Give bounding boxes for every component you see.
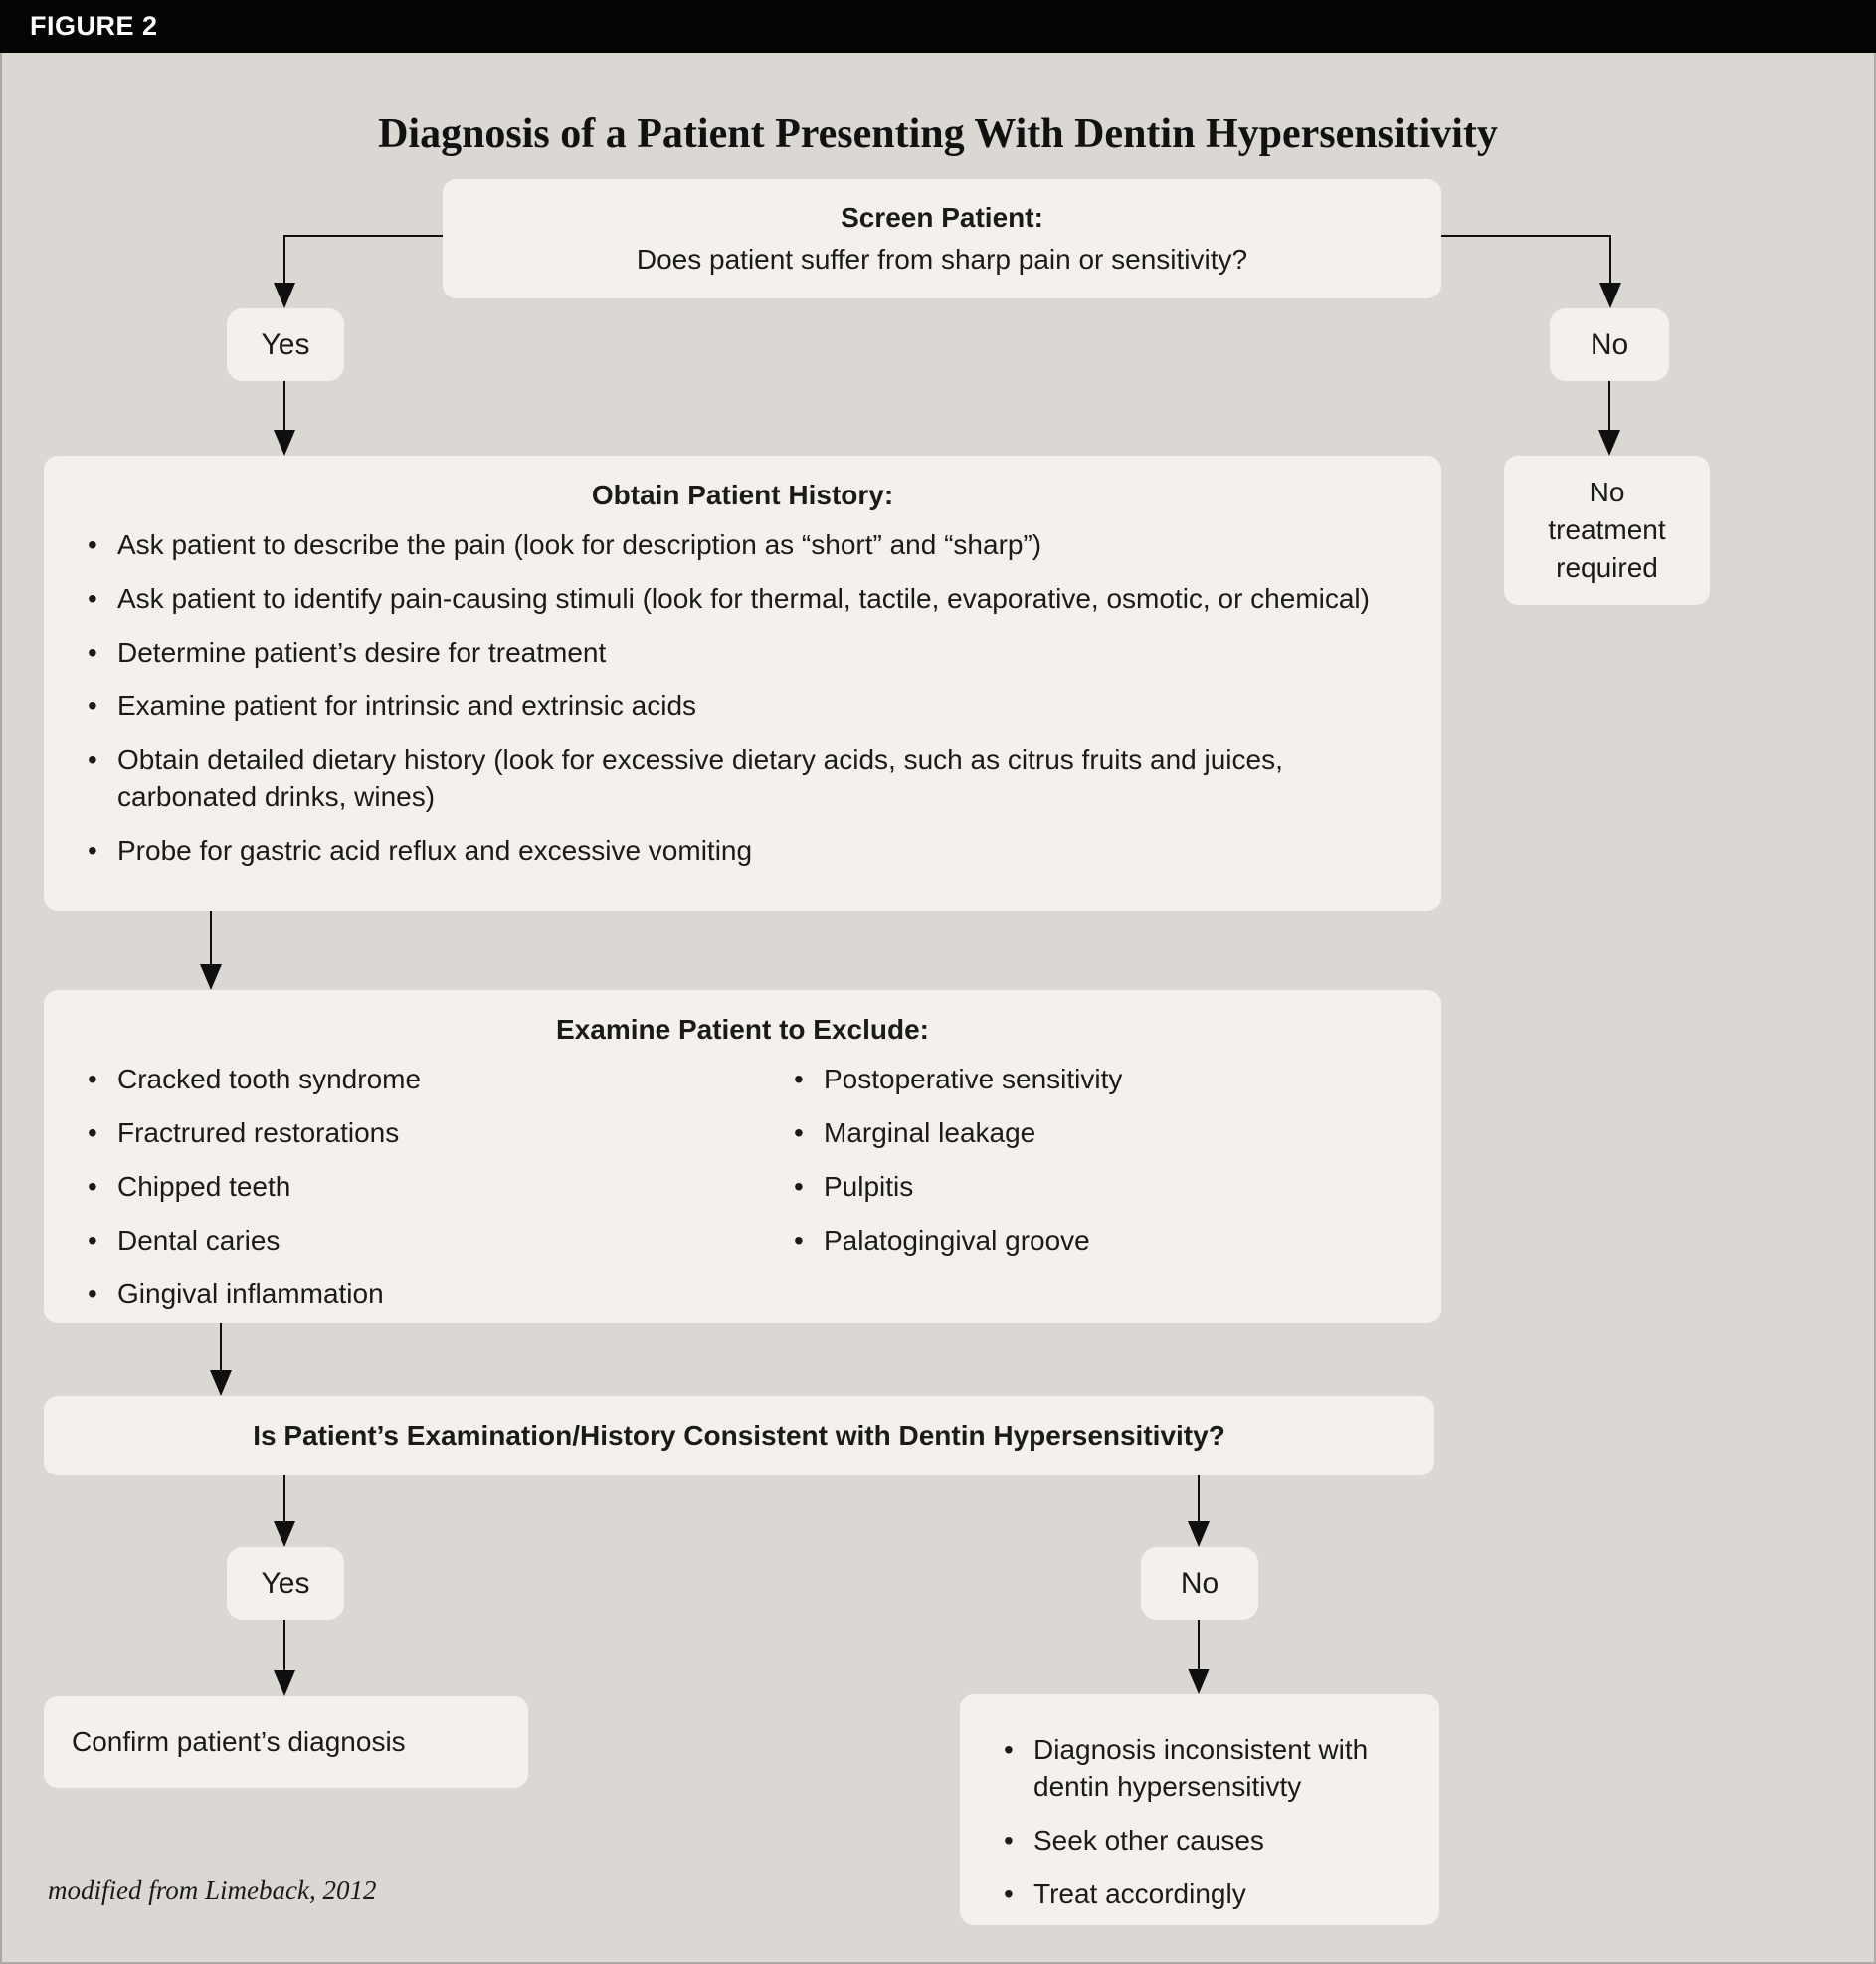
connector-screen-no-vertical — [1609, 235, 1611, 283]
arrowhead-to-outcome-icon — [1188, 1669, 1210, 1694]
node-no-2 — [1141, 1547, 1258, 1620]
history-list — [78, 527, 1407, 870]
arrowhead-to-question-icon — [210, 1370, 232, 1396]
list-item: • Ask patient to describe the pain (look for description as “short” and “sharp”) — [78, 527, 1407, 564]
list-item: • Chipped teeth — [78, 1169, 774, 1206]
arrowhead-to-no-treatment-icon — [1598, 430, 1620, 456]
arrowhead-to-yes1-icon — [274, 283, 295, 308]
connector-no1-notreatment — [1608, 381, 1610, 430]
node-confirm-diagnosis — [44, 1696, 528, 1788]
figure-label: FIGURE 2 — [30, 11, 158, 41]
connector-question-yes2 — [283, 1475, 285, 1521]
node-yes-2 — [227, 1547, 344, 1620]
list-item: • Postoperative sensitivity — [784, 1062, 1407, 1098]
source-credit: modified from Limeback, 2012 — [48, 1875, 377, 1905]
node-no-1 — [1550, 308, 1669, 381]
examine-left-list — [78, 1062, 774, 1313]
arrowhead-to-no2-icon — [1188, 1521, 1210, 1547]
list-item: • Dental caries — [78, 1223, 774, 1260]
arrowhead-to-yes2-icon — [274, 1521, 295, 1547]
flowchart-canvas — [0, 53, 1876, 1964]
confirm-diagnosis-label: Confirm patient’s diagnosis — [72, 1726, 406, 1757]
yes-2-label: Yes — [261, 1566, 310, 1600]
node-consistency-question — [44, 1396, 1434, 1475]
yes-1-label: Yes — [261, 327, 310, 361]
list-item: • Examine patient for intrinsic and extrinsic acids — [78, 688, 1407, 725]
screen-patient-question: Does patient suffer from sharp pain or sensitivity? — [636, 244, 1248, 275]
connector-screen-yes-vertical — [283, 235, 285, 283]
list-item: • Obtain detailed dietary history (look for excessive dietary acids, such as citrus fruits and juices, carbonated drinks, wines) — [78, 742, 1407, 816]
consistency-question-label: Is Patient’s Examination/History Consistent with Dentin Hypersensitivity? — [253, 1420, 1225, 1451]
list-item: • Determine patient’s desire for treatment — [78, 635, 1407, 672]
examine-heading: Examine Patient to Exclude: — [556, 1014, 929, 1045]
list-item: • Marginal leakage — [784, 1115, 1407, 1152]
node-examine-exclude — [44, 990, 1441, 1323]
list-item: • Ask patient to identify pain-causing stimuli (look for thermal, tactile, evaporative, osmotic, or chemical) — [78, 581, 1407, 618]
list-item: • Probe for gastric acid reflux and excessive vomiting — [78, 833, 1407, 870]
diagram-title: Diagnosis of a Patient Presenting With Dentin Hypersensitivity — [378, 111, 1498, 158]
no-treatment-line2: treatment — [1548, 514, 1666, 545]
node-screen-patient — [443, 179, 1441, 298]
connector-history-examine — [210, 911, 212, 964]
screen-patient-heading: Screen Patient: — [841, 202, 1043, 233]
list-item: • Pulpitis — [784, 1169, 1407, 1206]
no-2-label: No — [1180, 1566, 1219, 1600]
connector-question-no2 — [1198, 1475, 1200, 1521]
connector-no2-outcome — [1198, 1620, 1200, 1669]
connector-screen-no-horizontal — [1441, 235, 1610, 237]
examine-right-list — [784, 1062, 1407, 1313]
no-treatment-line3: required — [1556, 552, 1658, 583]
list-item: • Palatogingival groove — [784, 1223, 1407, 1260]
no-1-label: No — [1590, 327, 1629, 361]
node-inconsistent-outcome — [960, 1694, 1439, 1925]
history-heading: Obtain Patient History: — [591, 480, 894, 510]
outcome-list — [994, 1732, 1406, 1913]
list-item: • Fractrured restorations — [78, 1115, 774, 1152]
arrowhead-to-history-icon — [274, 430, 295, 456]
connector-examine-question — [220, 1323, 222, 1370]
list-item: • Treat accordingly — [994, 1876, 1406, 1913]
arrowhead-to-confirm-icon — [274, 1670, 295, 1696]
list-item: • Cracked tooth syndrome — [78, 1062, 774, 1098]
arrowhead-to-examine-icon — [200, 964, 222, 990]
figure-label-bar — [0, 0, 1876, 53]
list-item: • Seek other causes — [994, 1823, 1406, 1860]
list-item: • Gingival inflammation — [78, 1277, 774, 1313]
arrowhead-to-no1-icon — [1599, 283, 1621, 308]
no-treatment-line1: No — [1589, 477, 1625, 507]
list-item: • Diagnosis inconsistent with dentin hypersensitivty — [994, 1732, 1406, 1806]
node-obtain-history — [44, 456, 1441, 911]
connector-yes2-confirm — [283, 1620, 285, 1670]
node-no-treatment — [1504, 456, 1710, 605]
connector-screen-yes-horizontal — [284, 235, 443, 237]
connector-yes1-history — [283, 381, 285, 430]
node-yes-1 — [227, 308, 344, 381]
